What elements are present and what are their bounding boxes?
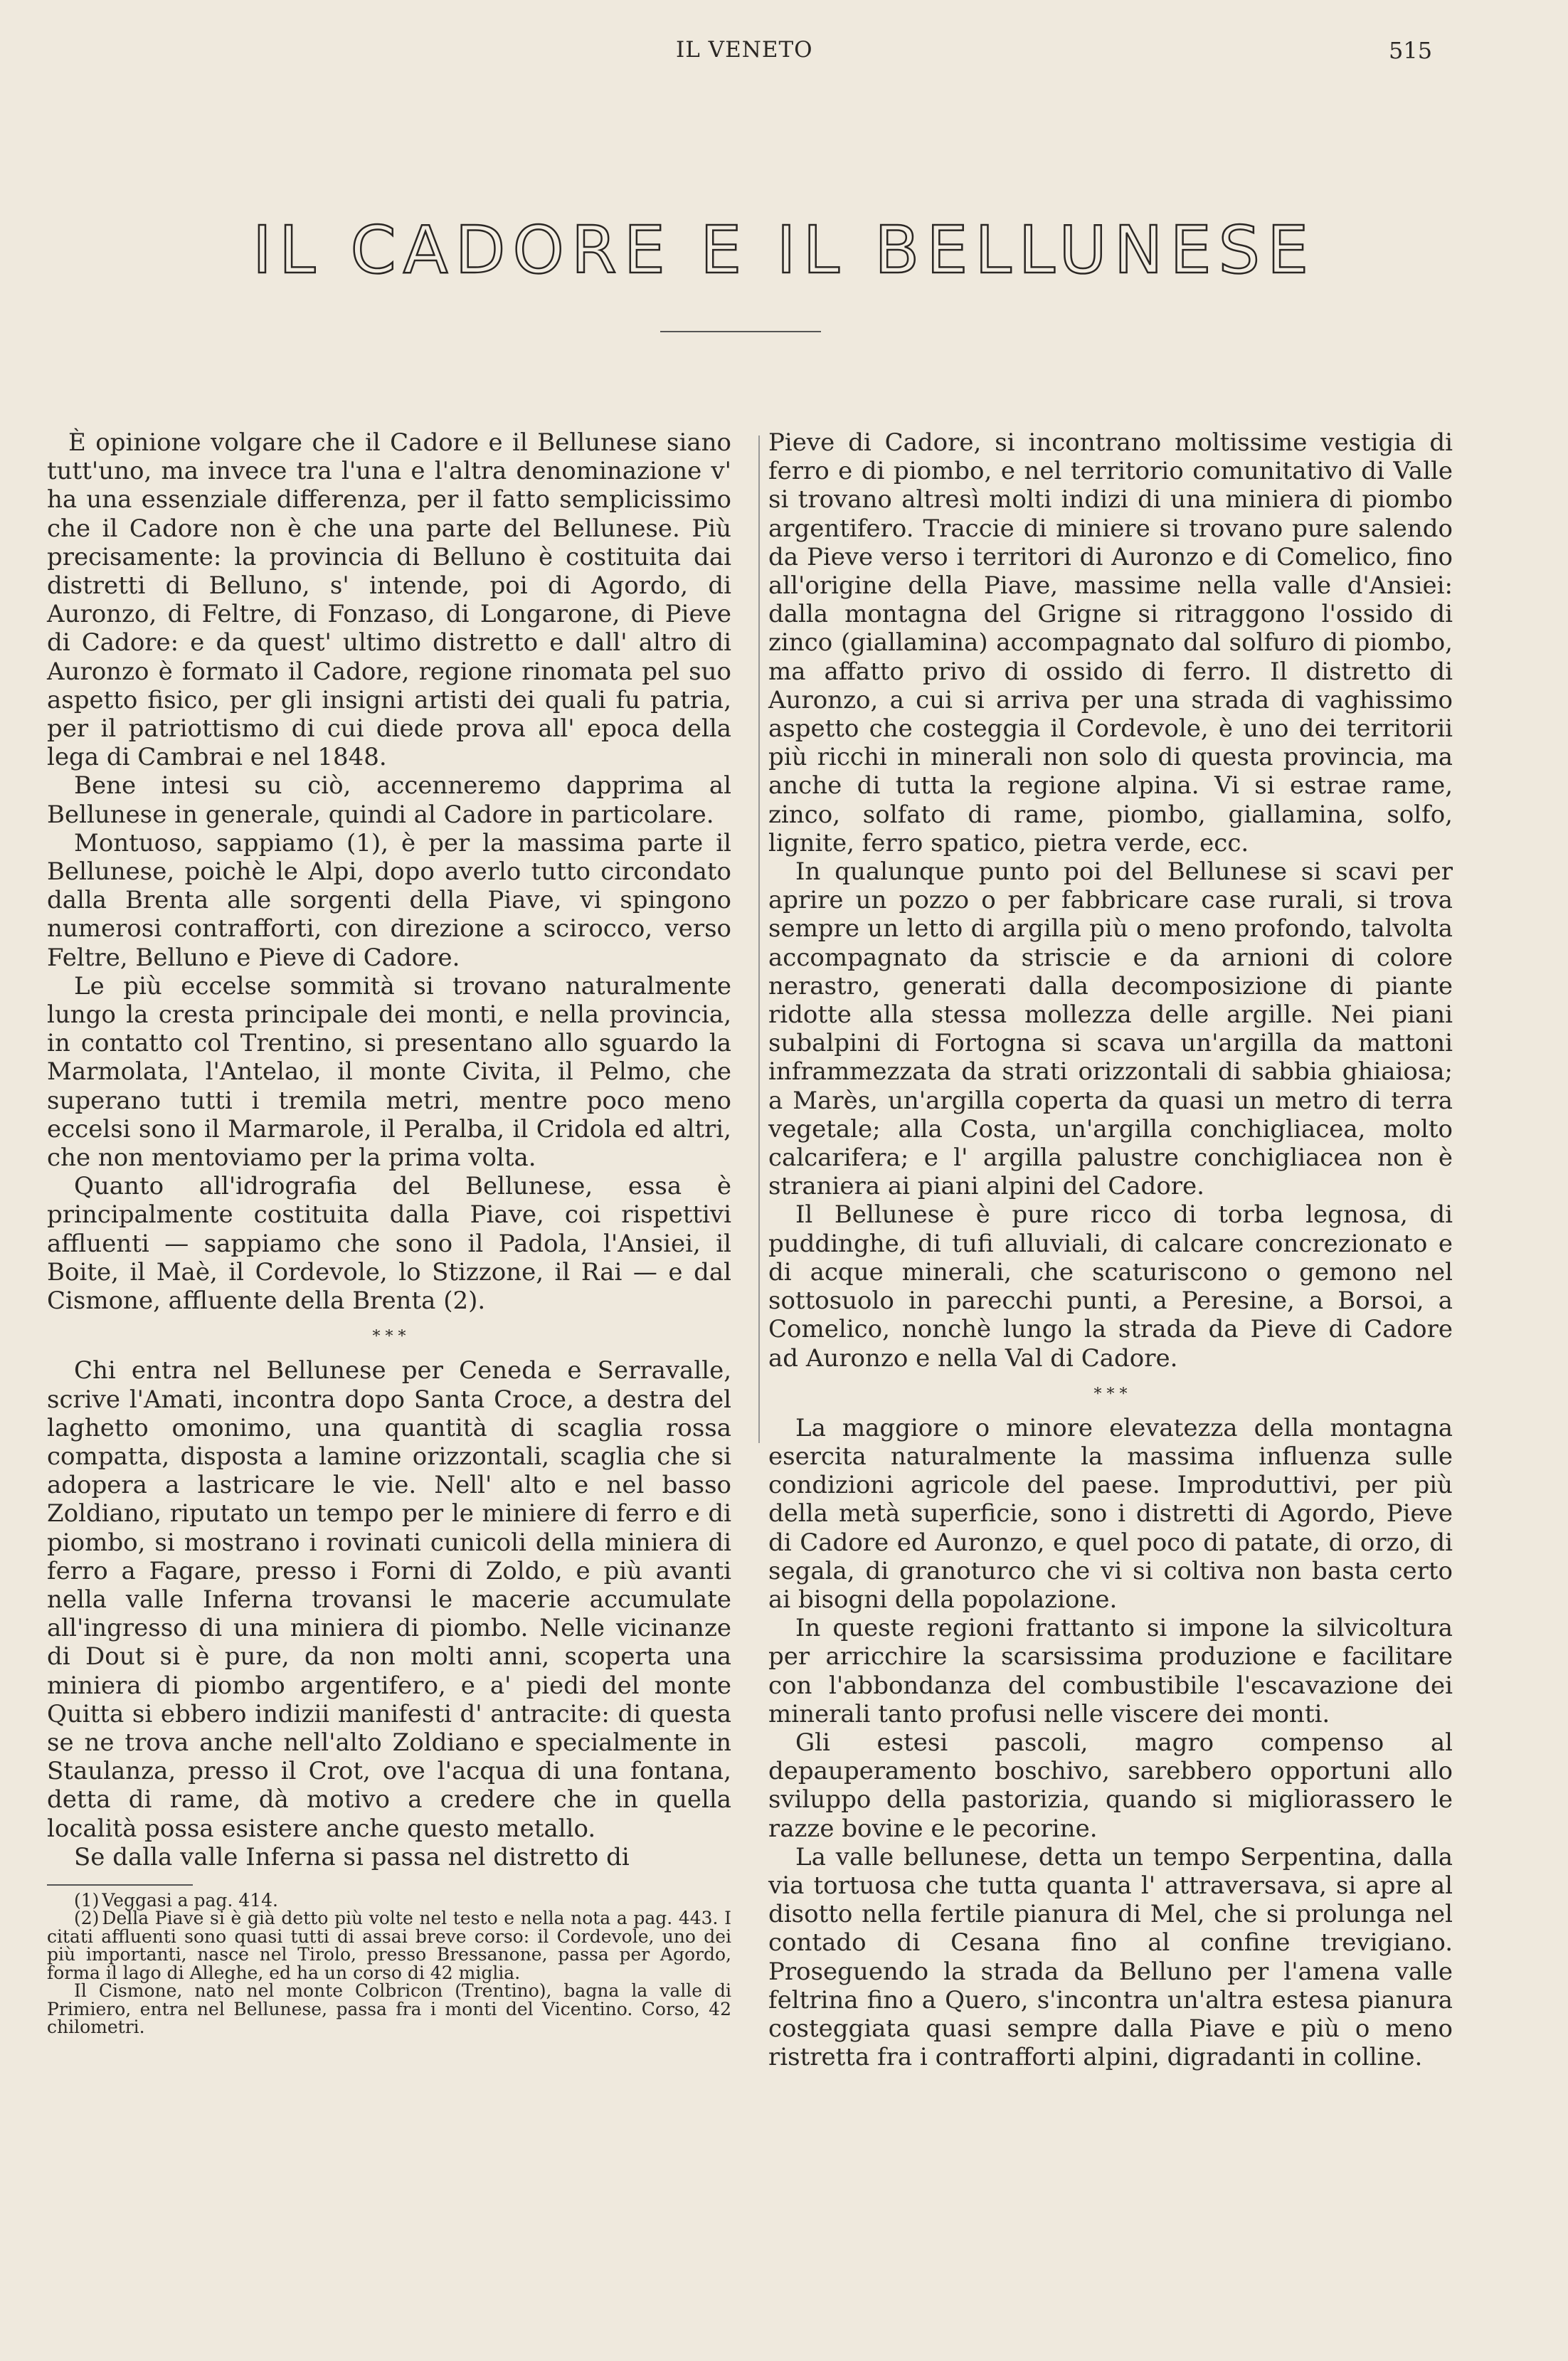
footnote <box>47 1982 731 2037</box>
paragraph: La maggiore o minore elevatezza della montagna esercita naturalmente la massima influenza sulle condizioni agricole del paese. Improduttivi, per più della metà superficie, sono i distretti di Agordo, Pieve di Cadore ed Auronzo, e quel poco di patate, di orzo, di segala, di granoturco che vi si coltiva non basta certo ai bisogni della popolazione. <box>768 1413 1453 1614</box>
paragraph: Quanto all'idrografia del Bellunese, essa è principalmente costituita dalla Piave, coi rispettivi affluenti — sappiamo che sono il Padola, l'Ansiei, il Boite, il Maè, il Cordevole, lo Stizzone, il Rai — e dal Cismone, affluente della Brenta (2). <box>47 1172 731 1316</box>
section-asterism: * * * <box>372 1328 406 1346</box>
paragraph: È opinione volgare che il Cadore e il Bellunese siano tutt'uno, ma invece tra l'una e l'altra denominazione v' ha una essenziale differenza, per il fatto semplicissimo che il Cadore non è che una parte del Bellunese. Più precisamente: la provincia di Belluno è costituita dai distretti di Belluno, s' intende, poi di Agordo, di Auronzo, di Feltre, di Fonzaso, di Longarone, di Pieve di Cadore: e da quest' ultimo distretto e dall' altro di Auronzo è formato il Cadore, regione rinomata pel suo aspetto fisico, per gli insigni artisti dei quali fu patria, per il patriottismo di cui diede prova all' epoca della lega di Cambrai e nel 1848. <box>47 428 731 772</box>
paragraph: Il Bellunese è pure ricco di torba legnosa, di puddinghe, di tufi alluviali, di calcare concrezionato e di acque minerali, che scaturiscono o gemono nel sottosuolo in parecchi punti, a Peresine, a Borsoi, a Comelico, nonchè lungo la strada da Pieve di Cadore ad Auronzo e nella Val di Cadore. <box>768 1200 1453 1373</box>
footnote-text: Veggasi a pag. 414. <box>102 1889 278 1911</box>
paragraph: Bene intesi su ciò, accenneremo dapprima al Bellunese in generale, quindi al Cadore in particolare. <box>47 771 731 829</box>
paragraph: La valle bellunese, detta un tempo Serpentina, dalla via tortuosa che tutta quanta l' attraversava, si apre al disotto nella fertile pianura di Mel, che si prolunga nel contado di Cesana fino al confine trevigiano. Proseguendo la strada da Belluno per l'amena valle feltrina fino a Quero, s'incontra un'altra estesa pianura costeggiata quasi sempre dalla Piave e più o meno ristretta fra i contrafforti alpini, digradanti in colline. <box>768 1842 1453 2072</box>
running-head: IL VENETO <box>676 37 813 63</box>
footnote-text: Della Piave si è già detto più volte nel testo e nella nota a pag. 443. I citati affluenti sono quasi tutti di assai breve corso: il Cordevole, uno dei più importanti, nasce nel Tirolo, presso Bressanone, passa per Agordo, forma il lago di Alleghe, ed ha un corso di 42 miglia. <box>47 1908 731 1983</box>
page-number: 515 <box>1389 37 1433 64</box>
paragraph: Le più eccelse sommità si trovano naturalmente lungo la cresta principale dei monti, e nella provincia, in contatto col Trentino, si presentano allo sguardo la Marmolata, l'Antelao, il monte Civita, il Pelmo, che superano tutti i tremila metri, mentre poco meno eccelsi sono il Marmarole, il Peralba, il Cridola ed altri, che non mentoviamo per la prima volta. <box>47 971 731 1173</box>
left-column <box>47 428 731 2037</box>
footnote-rule <box>47 1884 193 1886</box>
right-column <box>768 428 1453 2071</box>
title-rule <box>660 331 821 332</box>
paragraph: Se dalla valle Inferna si passa nel distretto di <box>74 1842 630 1871</box>
footnote <box>47 1909 731 1982</box>
section-asterism: * * * <box>1093 1385 1128 1403</box>
paragraph: Montuoso, sappiamo (1), è per la massima parte il Bellunese, poichè le Alpi, dopo averlo tutto circondato dalla Brenta alle sorgenti della Piave, vi spingono numerosi contrafforti, con direzione a scirocco, verso Feltre, Belluno e Pieve di Cadore. <box>47 828 731 972</box>
footnote <box>47 1891 731 1910</box>
paragraph: In queste regioni frattanto si impone la silvicoltura per arricchire la scarsissima produzione e facilitare con l'abbondanza del combustibile l'escavazione dei minerali tanto profusi nelle viscere dei monti. <box>768 1614 1453 1728</box>
paragraph: In qualunque punto poi del Bellunese si scavi per aprire un pozzo o per fabbricare case rurali, si trova sempre un letto di argilla più o meno profondo, talvolta accompagnato da striscie e da arnioni di colore nerastro, generati dalla decomposizione di piante ridotte alla stessa mollezza delle argille. Nei piani subalpini di Fortogna si scava un'argilla da mattoni inframmezzata da strati orizzontali di sabbia ghiaiosa; a Marès, un'argilla coperta da quasi un metro di terra vegetale; alla Costa, un'argilla conchigliacea, molto calcarifera; e l' argilla palustre conchigliacea non è straniera ai piani alpini del Cadore. <box>768 857 1453 1201</box>
footnote-mark: (2) <box>74 1908 100 1929</box>
paragraph: Gli estesi pascoli, magro compenso al depauperamento boschivo, sarebbero opportuni allo sviluppo della pastorizia, quando si migliorassero le razze bovine e le pecorine. <box>768 1728 1453 1843</box>
paragraph: Chi entra nel Bellunese per Ceneda e Serravalle, scrive l'Amati, incontra dopo Santa Croce, a destra del laghetto omonimo, una quantità di scaglia rossa compatta, disposta a lamine orizzontali, scaglia che si adopera a lastricare le vie. Nell' alto e nel basso Zoldiano, riputato un tempo per le miniere di ferro e di piombo, si mostrano i rovinati cunicoli della miniera di ferro a Fagare, presso i Forni di Zoldo, e più avanti nella valle Inferna trovansi le macerie accumulate all'ingresso di una miniera di piombo. Nelle vicinanze di Dout si è pure, da non molti anni, scoperta una miniera di piombo argentifero, e a' piedi del monte Quitta si ebbero indizii manifesti d' antracite: di questa se ne trova anche nell'alto Zoldiano e specialmente in Staulanza, presso il Crot, ove l'acqua di una fontana, detta di rame, dà motivo a credere che in quella località possa esistere anche questo metallo. <box>47 1356 731 1843</box>
footnote-mark: (1) <box>74 1889 100 1911</box>
footnote-text: Il Cismone, nato nel monte Colbricon (Trentino), bagna la valle di Primiero, entra nel Bellunese, passa fra i monti del Vicentino. Corso, 42 chilometri. <box>47 1980 731 2038</box>
column-divider <box>758 435 760 1443</box>
page-title: IL CADORE E IL BELLUNESE <box>252 212 1316 288</box>
paragraph: Pieve di Cadore, si incontrano moltissime vestigia di ferro e di piombo, e nel territorio comunitativo di Valle si trovano altresì molti indizi di una miniera di piombo argentifero. Traccie di miniere si trovano pure salendo da Pieve verso i territori di Auronzo e di Comelico, fino all'origine della Piave, massime nella valle d'Ansiei: dalla montagna del Grigne si ritraggono l'ossido di zinco (giallamina) accompagnato dal solfuro di piombo, ma affatto privo di ossido di ferro. Il distretto di Auronzo, a cui si arriva per una strada di vaghissimo aspetto che costeggia il Cordevole, è uno dei territorii più ricchi in minerali non solo di questa provincia, ma anche di tutta la regione alpina. Vi si estrae rame, zinco, solfato di rame, piombo, giallamina, solfo, lignite, ferro spatico, pietra verde, ecc. <box>768 428 1453 857</box>
